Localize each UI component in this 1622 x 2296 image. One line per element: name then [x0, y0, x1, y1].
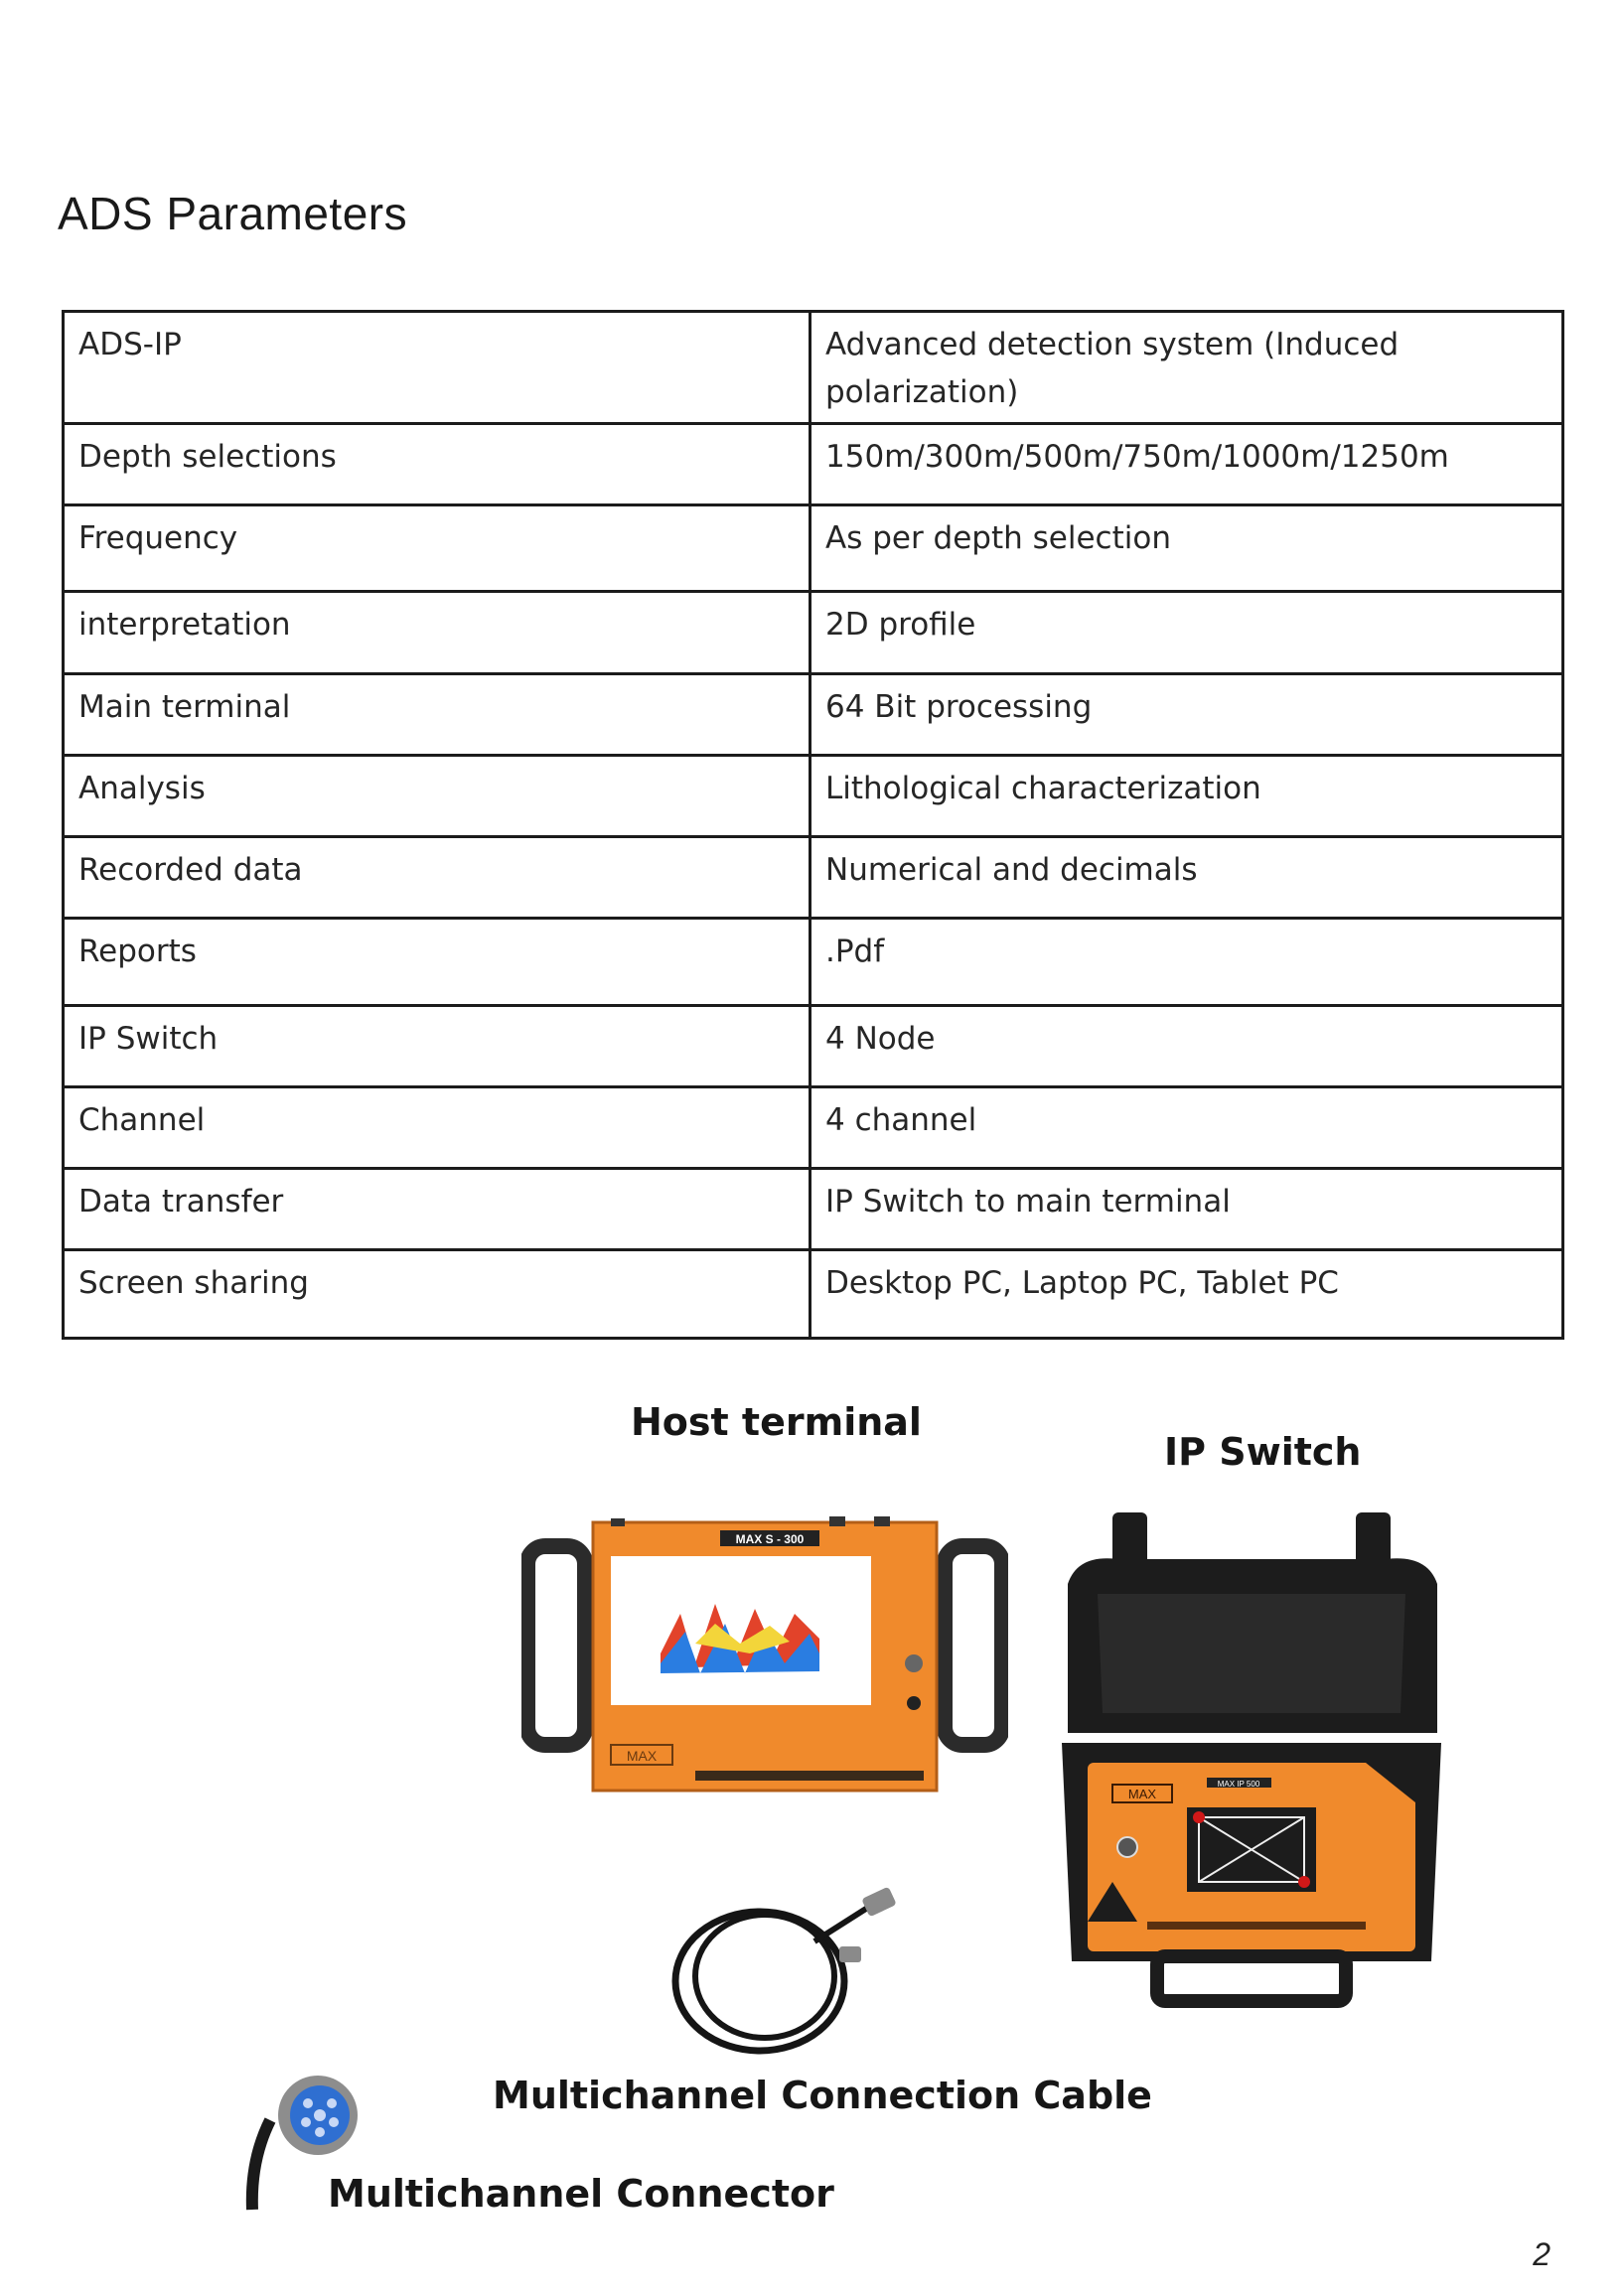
- table-row: [64, 674, 1563, 756]
- host-terminal-image: [521, 1514, 1008, 1802]
- table-row: [64, 424, 1563, 505]
- spec-value: 4 channel: [811, 1087, 1563, 1169]
- connector-image: [240, 2071, 369, 2215]
- spec-label: Recorded data: [64, 837, 811, 919]
- cable-caption: Multichannel Connection Cable: [493, 2074, 1152, 2117]
- spec-label: Main terminal: [64, 674, 811, 756]
- host-terminal-caption: Host terminal: [631, 1400, 922, 1444]
- table-row: [64, 1006, 1563, 1087]
- table-row: [64, 919, 1563, 1006]
- ip-switch-caption: IP Switch: [1164, 1430, 1362, 1474]
- page-title: ADS Parameters: [58, 188, 408, 239]
- spec-value: 64 Bit processing: [811, 674, 1563, 756]
- switch-model-label: MAX IP 500: [1217, 1780, 1260, 1789]
- spec-label: Analysis: [64, 756, 811, 837]
- spec-value: Advanced detection system (Induced polarization): [811, 312, 1563, 424]
- spec-label: Data transfer: [64, 1169, 811, 1250]
- spec-value: 4 Node: [811, 1006, 1563, 1087]
- spec-label: IP Switch: [64, 1006, 811, 1087]
- spec-value: 2D profile: [811, 592, 1563, 674]
- spec-label: Depth selections: [64, 424, 811, 505]
- table-row: [64, 312, 1563, 424]
- connector-caption: Multichannel Connector: [328, 2172, 834, 2216]
- table-row: [64, 1169, 1563, 1250]
- table-row: [64, 837, 1563, 919]
- spec-label: Reports: [64, 919, 811, 1006]
- spec-label: Screen sharing: [64, 1250, 811, 1339]
- spec-value: IP Switch to main terminal: [811, 1169, 1563, 1250]
- spec-value: 150m/300m/500m/750m/1000m/1250m: [811, 424, 1563, 505]
- cable-image: [665, 1882, 904, 2061]
- spec-label: ADS-IP: [64, 312, 811, 424]
- ip-switch-image: [1058, 1505, 1445, 2011]
- table-row: [64, 756, 1563, 837]
- switch-brand-label: MAX: [1127, 1787, 1157, 1801]
- table-row: [64, 592, 1563, 674]
- spec-label: Channel: [64, 1087, 811, 1169]
- parameters-table: [62, 310, 1564, 1340]
- table-row: [64, 1250, 1563, 1339]
- table-row: [64, 1087, 1563, 1169]
- page-number: 2: [1533, 2236, 1550, 2272]
- spec-value: Numerical and decimals: [811, 837, 1563, 919]
- host-model-label: MAX S - 300: [735, 1532, 805, 1546]
- table-row: [64, 505, 1563, 592]
- spec-value: As per depth selection: [811, 505, 1563, 592]
- spec-value: Desktop PC, Laptop PC, Tablet PC: [811, 1250, 1563, 1339]
- spec-label: Frequency: [64, 505, 811, 592]
- host-brand-label: MAX: [626, 1748, 658, 1764]
- spec-value: Lithological characterization: [811, 756, 1563, 837]
- spec-label: interpretation: [64, 592, 811, 674]
- spec-value: .Pdf: [811, 919, 1563, 1006]
